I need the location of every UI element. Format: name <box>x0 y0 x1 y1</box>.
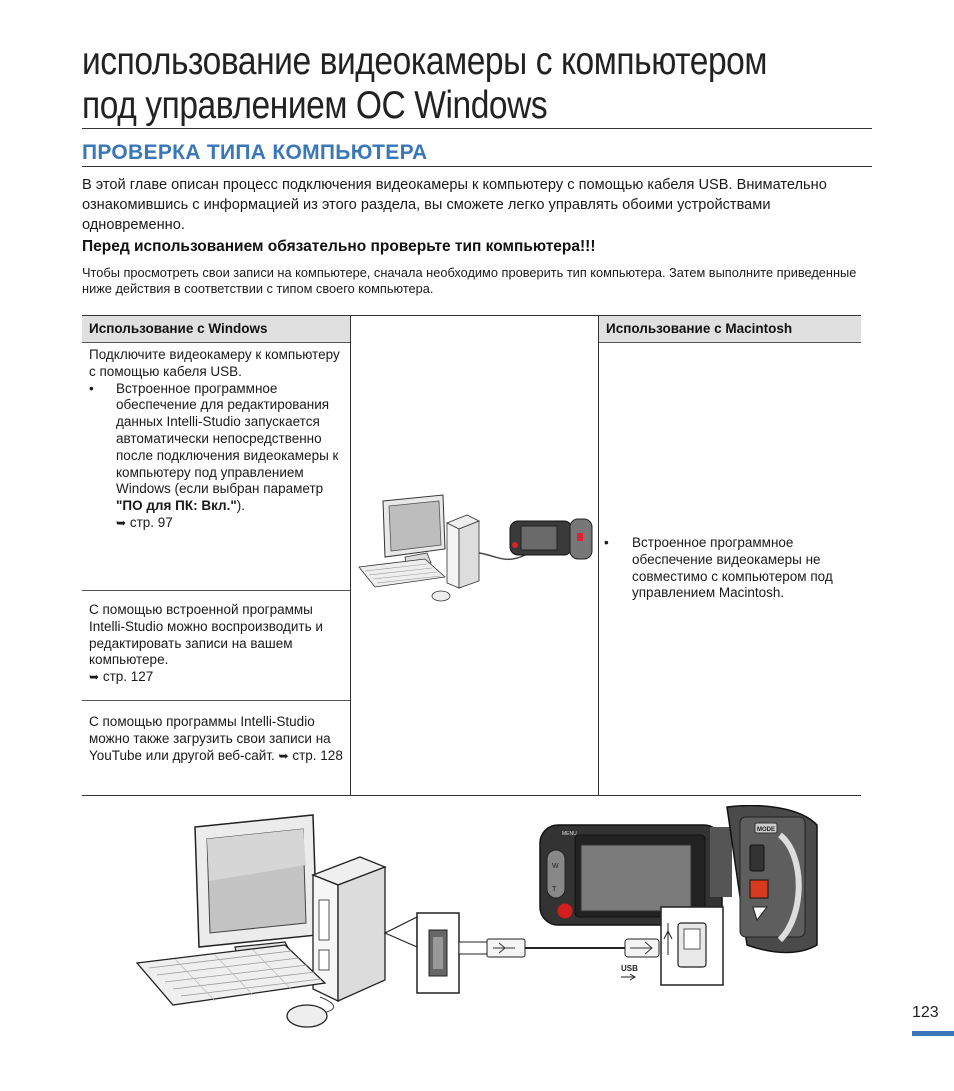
usb-label: USB <box>621 964 638 973</box>
usb-plug-pc <box>459 939 525 957</box>
title-rule <box>82 128 872 129</box>
monitor-icon <box>383 495 445 567</box>
section-rule <box>82 166 872 167</box>
page-title-line2: под управлением ОС Windows <box>82 84 548 127</box>
zoom-t-label: T <box>552 886 557 893</box>
keyboard-icon <box>137 945 325 1005</box>
mac-bullet-text: Встроенное программное обеспечение видеокамеры не совместимо с компьютером под управлением Macintosh. <box>632 535 833 601</box>
table-top-line <box>82 315 861 316</box>
windows-row1-bullet <box>89 381 344 532</box>
page-title-line1: использование видеокамеры с компьютером <box>82 40 768 83</box>
section-title: ПРОВЕРКА ТИПА КОМПЬЮТЕРА <box>82 141 428 164</box>
page-number-bar <box>912 1031 954 1036</box>
menu-label: MENU <box>562 831 577 837</box>
windows-row2-text: С помощью встроенной программы Intelli-Studio можно воспроизводить и редактировать записи на вашем компьютере. <box>89 602 323 668</box>
intro-paragraph: В этой главе описан процесс подключения видеокамеры к компьютеру с помощью кабеля USB. Внимательно ознакомившись с информацией из этого раздела, вы сможете легко управлять обоими устройствами одновременно. <box>82 177 827 233</box>
pc-software-setting: "ПО для ПК: Вкл." <box>116 498 237 514</box>
windows-row2-cell <box>89 602 344 686</box>
page-ref-97[interactable]: ➥ стр. 97 <box>116 514 173 530</box>
mac-cell <box>604 535 854 602</box>
warning-subhead: Перед использованием обязательно проверьте тип компьютера!!! <box>82 238 596 255</box>
usb-plug-camera <box>625 939 659 957</box>
mac-header: Использование с Macintosh <box>599 315 861 342</box>
bullet-mark: • <box>604 535 609 550</box>
windows-row1-bullet-text: Встроенное программное обеспечение для редактирования данных Intelli-Studio запускается автоматически непосредственно после подключения видеокамеры к компьютеру под управлением Windows (если выбран параметр <box>116 380 339 497</box>
pc-camera-connection-diagram <box>135 805 825 1037</box>
arrow-icon: ➥ <box>116 515 127 530</box>
table-header-line-right <box>599 342 861 343</box>
table-divider-left <box>350 315 351 796</box>
record-button <box>557 903 573 919</box>
camcorder-icon <box>510 519 592 559</box>
pc-port-callout-pointer <box>385 917 417 947</box>
windows-header: Использование с Windows <box>82 315 350 342</box>
windows-row1-cell <box>89 347 344 532</box>
usb-icon <box>621 974 635 980</box>
page-ref-127[interactable]: ➥ стр. 127 <box>89 669 154 685</box>
table-row2-line <box>82 700 350 701</box>
pc-camera-connection-thumbnail <box>355 493 595 605</box>
page-title <box>82 40 770 128</box>
table-divider-right <box>598 315 599 796</box>
arrow-icon: ➥ <box>278 748 289 763</box>
pc-tower-icon <box>313 857 385 1001</box>
dc-in-port <box>750 880 768 898</box>
windows-row1-tail: ). <box>236 498 245 514</box>
arrow-icon: ➥ <box>89 670 100 685</box>
mouse-icon <box>432 591 450 601</box>
table-row1-line <box>82 590 350 591</box>
note-paragraph: Чтобы просмотреть свои записи на компьютере, сначала необходимо проверить тип компьютера. Затем выполните приведенные ниже действия в соответствии с типом своего компьютера. <box>82 265 857 296</box>
keyboard-icon <box>359 559 445 587</box>
zoom-w-label: W <box>552 863 559 870</box>
monitor-icon <box>195 815 317 963</box>
pc-tower-icon <box>447 515 479 588</box>
mode-label: MODE <box>757 827 775 833</box>
windows-row3-cell <box>89 714 346 764</box>
bullet-mark: • <box>89 380 94 396</box>
windows-row3-text: С помощью программы Intelli-Studio можно также загрузить свои записи на YouTube или другой веб-сайт. <box>89 714 331 763</box>
table-bottom-line <box>82 795 861 796</box>
page-ref-128[interactable]: ➥ стр. 128 <box>278 747 343 763</box>
windows-row1-text: Подключите видеокамеру к компьютеру с помощью кабеля USB. <box>89 347 340 379</box>
mouse-icon <box>287 997 334 1027</box>
table-header-line-left <box>82 342 350 343</box>
page-number: 123 <box>912 1004 939 1021</box>
